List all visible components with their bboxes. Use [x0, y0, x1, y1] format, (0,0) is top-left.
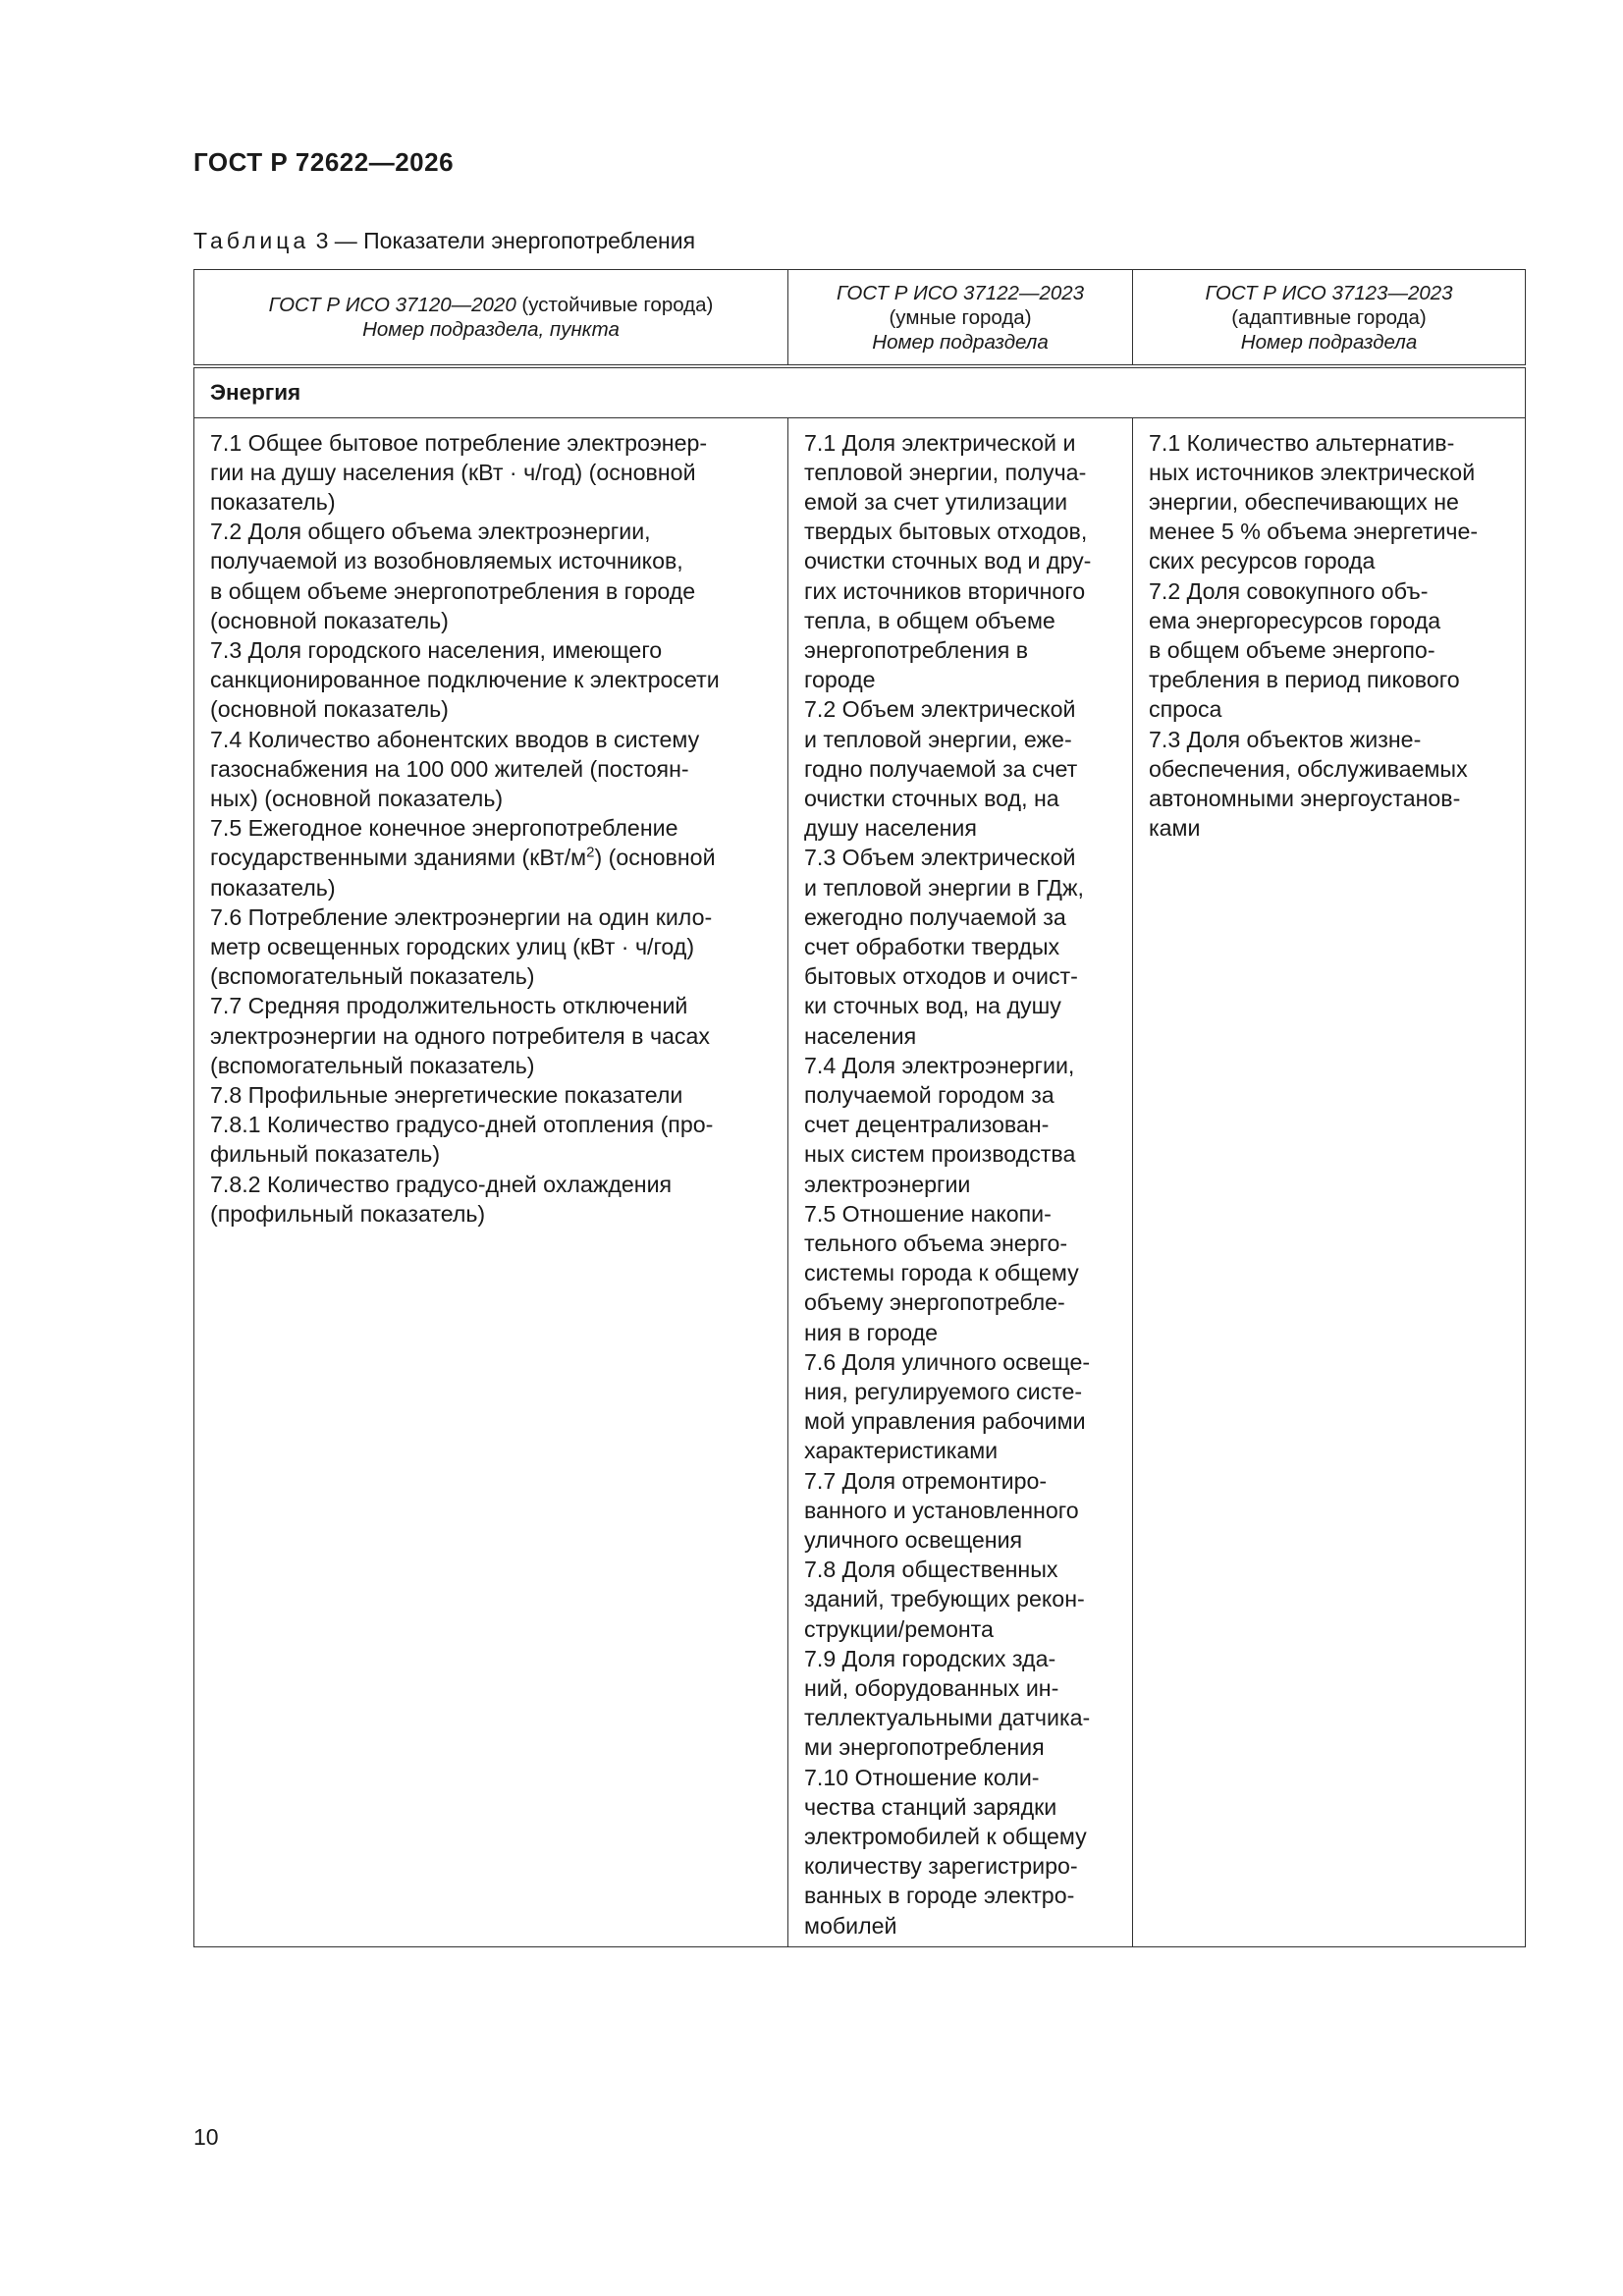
item-text-line: мой управления рабочими	[804, 1408, 1086, 1435]
item-text-line: показатель)	[210, 874, 336, 901]
indicator-item	[210, 813, 774, 872]
item-text-line: счет децентрализован-	[804, 1112, 1050, 1138]
item-text-line: струкции/ремонта	[804, 1615, 994, 1642]
item-text-line: 7.2 Объем электрической	[804, 696, 1076, 723]
item-text-line: автономными энергоустанов-	[1149, 785, 1461, 811]
item-text-line: обеспечения, обслуживаемых	[1149, 755, 1468, 782]
item-text-line: ема энергоресурсов города	[1149, 607, 1441, 633]
item-text-line: емой за счет утилизации	[804, 488, 1068, 515]
section-title: Энергия	[194, 366, 1526, 417]
item-text-line: 7.2 Доля совокупного объ-	[1149, 577, 1429, 604]
item-text-line: 7.6 Доля уличного освеще-	[804, 1348, 1091, 1375]
table-body-row	[194, 417, 1526, 1946]
item-text-line: уличного освещения	[804, 1527, 1023, 1554]
column-iso-37122-items	[788, 417, 1133, 1946]
item-text-line: городе	[804, 667, 876, 693]
page-number: 10	[193, 2124, 219, 2150]
column-header-city-type: (адаптивные города)	[1231, 305, 1427, 329]
item-text-line: системы города к общему	[804, 1260, 1079, 1286]
indicator-item	[804, 1199, 1118, 1347]
item-text-line: ных систем производства	[804, 1141, 1076, 1168]
item-text-line	[210, 843, 774, 872]
item-text-line: менее 5 % объема энергетиче-	[1149, 519, 1479, 545]
item-text-line: фильный показатель)	[210, 1141, 441, 1168]
item-text-fragment: ) (основной	[594, 845, 716, 871]
item-text-line: годно получаемой за счет	[804, 755, 1078, 782]
indicator-item	[804, 1644, 1118, 1763]
item-text-line: 7.7 Доля отремонтиро-	[804, 1467, 1048, 1494]
item-text-line: зданий, требующих рекон-	[804, 1586, 1085, 1613]
item-text-line: твердых бытовых отходов,	[804, 519, 1088, 545]
column-header-iso-37120	[194, 270, 788, 367]
energy-indicators-table	[193, 269, 1526, 1947]
item-text-line: и тепловой энергии в ГДж,	[804, 874, 1084, 901]
indicator-item	[210, 1080, 774, 1110]
document-code-header: ГОСТ Р 72622—2026	[193, 147, 455, 177]
item-text-line: гии на душу населения (кВт · ч/год) (основной	[210, 459, 696, 485]
item-text-line: спроса	[1149, 696, 1222, 723]
item-text-line: ки сточных вод, на душу	[804, 993, 1061, 1019]
column-header-iso-37123	[1133, 270, 1526, 367]
item-text-line: ванных в городе электро-	[804, 1883, 1075, 1909]
item-text-line: газоснабжения на 100 000 жителей (постоян-	[210, 755, 689, 782]
item-text-line: счет обработки твердых	[804, 933, 1060, 959]
item-text-line: ежегодно получаемой за	[804, 903, 1066, 930]
item-text-line: 7.1 Доля электрической и	[804, 429, 1076, 456]
indicator-item	[804, 1347, 1118, 1466]
item-text-line: 7.5 Отношение накопи-	[804, 1200, 1052, 1227]
item-text-line: показатель)	[210, 488, 336, 515]
item-text-line: (вспомогательный показатель)	[210, 963, 535, 990]
item-text-line: электроэнергии на одного потребителя в часах	[210, 1022, 711, 1049]
column-header-label: Номер подраздела	[872, 330, 1049, 354]
column-header-city-type: (умные города)	[889, 305, 1032, 329]
item-text-line: количеству зарегистриро-	[804, 1853, 1078, 1880]
indicator-item	[1149, 576, 1511, 725]
item-text-line: 7.8 Профильные энергетические показатели	[210, 1081, 683, 1108]
item-text-line: 7.3 Объем электрической	[804, 845, 1076, 871]
item-text-line: энергии, обеспечивающих не	[1149, 488, 1459, 515]
column-header-label: Номер подраздела	[1240, 330, 1418, 354]
indicator-item	[210, 428, 774, 518]
item-text-line: получаемой из возобновляемых источников,	[210, 548, 683, 574]
item-text-line: ванного и установленного	[804, 1497, 1079, 1523]
indicator-item	[210, 635, 774, 725]
item-text-line: ных источников электрической	[1149, 459, 1476, 485]
indicator-item	[210, 1110, 774, 1169]
item-text-line: тепла, в общем объеме	[804, 607, 1055, 633]
item-text-line: ских ресурсов города	[1149, 548, 1376, 574]
item-text-line: теллектуальными датчика-	[804, 1705, 1091, 1731]
column-header-standard: ГОСТ Р ИСО 37122—2023	[836, 281, 1085, 304]
item-text-line: получаемой городом за	[804, 1081, 1055, 1108]
item-text-line: 7.4 Количество абонентских вводов в систему	[210, 726, 700, 752]
column-iso-37123-items	[1133, 417, 1526, 1946]
item-text-line: в общем объеме энергопо-	[1149, 636, 1435, 663]
item-text-line: 7.2 Доля общего объема электроэнергии,	[210, 519, 651, 545]
column-header-iso-37122	[788, 270, 1133, 367]
indicator-item	[210, 725, 774, 814]
indicator-item	[804, 1051, 1118, 1199]
item-text-line: метр освещенных городских улиц (кВт · ч/год)	[210, 933, 695, 959]
item-text-line: душу населения	[804, 815, 977, 842]
item-text-line: ния, регулируемого систе-	[804, 1379, 1083, 1404]
indicator-item	[1149, 725, 1511, 844]
item-text-line: электроэнергии	[804, 1171, 971, 1197]
item-text-line: 7.3 Доля объектов жизне-	[1149, 726, 1422, 752]
item-text-line: энергопотребления в	[804, 636, 1029, 663]
item-text-line: 7.3 Доля городского населения, имеющего	[210, 636, 663, 663]
unit-superscript: 2	[586, 844, 595, 861]
column-header-label: Номер подраздела, пункта	[362, 318, 620, 341]
item-text-line: 7.9 Доля городских зда-	[804, 1645, 1056, 1671]
indicator-item	[804, 1555, 1118, 1644]
item-text-line: тельного объема энерго-	[804, 1230, 1068, 1256]
column-header-city-type: (устойчивые города)	[515, 294, 714, 316]
item-text-line: требления в период пикового	[1149, 667, 1460, 693]
item-text-line: ных) (основной показатель)	[210, 785, 504, 811]
item-text-line: ми энергопотребления	[804, 1734, 1045, 1761]
item-text-line: бытовых отходов и очист-	[804, 963, 1078, 990]
section-row	[194, 366, 1526, 417]
item-text-line: гих источников вторичного	[804, 577, 1086, 604]
indicator-item	[804, 694, 1118, 843]
item-text-fragment: государственными зданиями (кВт/м	[210, 845, 587, 871]
item-text-line: населения	[804, 1022, 917, 1049]
item-text-line: тепловой энергии, получа-	[804, 459, 1087, 485]
item-text-line: 7.8 Доля общественных	[804, 1557, 1058, 1583]
item-text-line: 7.7 Средняя продолжительность отключений	[210, 993, 688, 1019]
item-text-line: 7.1 Количество альтернатив-	[1149, 429, 1455, 456]
indicator-item	[804, 1763, 1118, 1941]
table-caption-title: 3 — Показатели энергопотребления	[309, 228, 696, 253]
indicator-item	[210, 991, 774, 1080]
item-text-line: 7.4 Доля электроэнергии,	[804, 1052, 1075, 1078]
indicator-item	[210, 873, 774, 902]
item-text-line: 7.1 Общее бытовое потребление электроэнер-	[210, 429, 708, 456]
column-header-standard: ГОСТ Р ИСО 37123—2023	[1205, 281, 1453, 304]
item-text-line: объему энергопотребле-	[804, 1289, 1065, 1316]
indicator-item	[804, 843, 1118, 1050]
indicator-item	[1149, 428, 1511, 576]
item-text-line: 7.10 Отношение коли-	[804, 1764, 1040, 1790]
table-caption	[193, 228, 695, 254]
item-text-line: 7.6 Потребление электроэнергии на один кило-	[210, 903, 713, 930]
indicator-item	[210, 517, 774, 635]
column-iso-37120-items	[194, 417, 788, 1946]
column-header-standard: ГОСТ Р ИСО 37120—2020	[268, 294, 516, 316]
item-text-line: (вспомогательный показатель)	[210, 1052, 535, 1078]
indicator-item	[210, 902, 774, 992]
item-text-line: ками	[1149, 815, 1201, 842]
item-text-line: 7.8.1 Количество градусо-дней отопления (про-	[210, 1112, 714, 1138]
item-text-line: (основной показатель)	[210, 607, 449, 633]
item-text-line: в общем объеме энергопотребления в городе	[210, 577, 696, 604]
indicator-item	[804, 428, 1118, 695]
item-text-line: ния в городе	[804, 1319, 939, 1345]
table-caption-word: Таблица	[193, 228, 310, 253]
item-text-line: ний, оборудованных ин-	[804, 1675, 1059, 1702]
item-text-line: (основной показатель)	[210, 696, 449, 723]
item-text-line: мобилей	[804, 1912, 897, 1939]
item-text-line: электромобилей к общему	[804, 1824, 1087, 1850]
item-text-line: санкционированное подключение к электросети	[210, 667, 720, 693]
item-text-line: 7.8.2 Количество градусо-дней охлаждения	[210, 1171, 673, 1197]
item-text-line: чества станций зарядки	[804, 1793, 1057, 1820]
item-text-line: 7.5 Ежегодное конечное энергопотребление	[210, 815, 678, 842]
table-header-row	[194, 270, 1526, 367]
item-text-line: и тепловой энергии, еже-	[804, 726, 1072, 752]
item-text-line: (профильный показатель)	[210, 1200, 486, 1227]
item-text-line: характеристиками	[804, 1438, 999, 1464]
item-text-line: очистки сточных вод, на	[804, 785, 1059, 811]
indicator-item	[210, 1170, 774, 1229]
indicator-item	[804, 1466, 1118, 1556]
item-text-line: очистки сточных вод и дру-	[804, 548, 1092, 574]
